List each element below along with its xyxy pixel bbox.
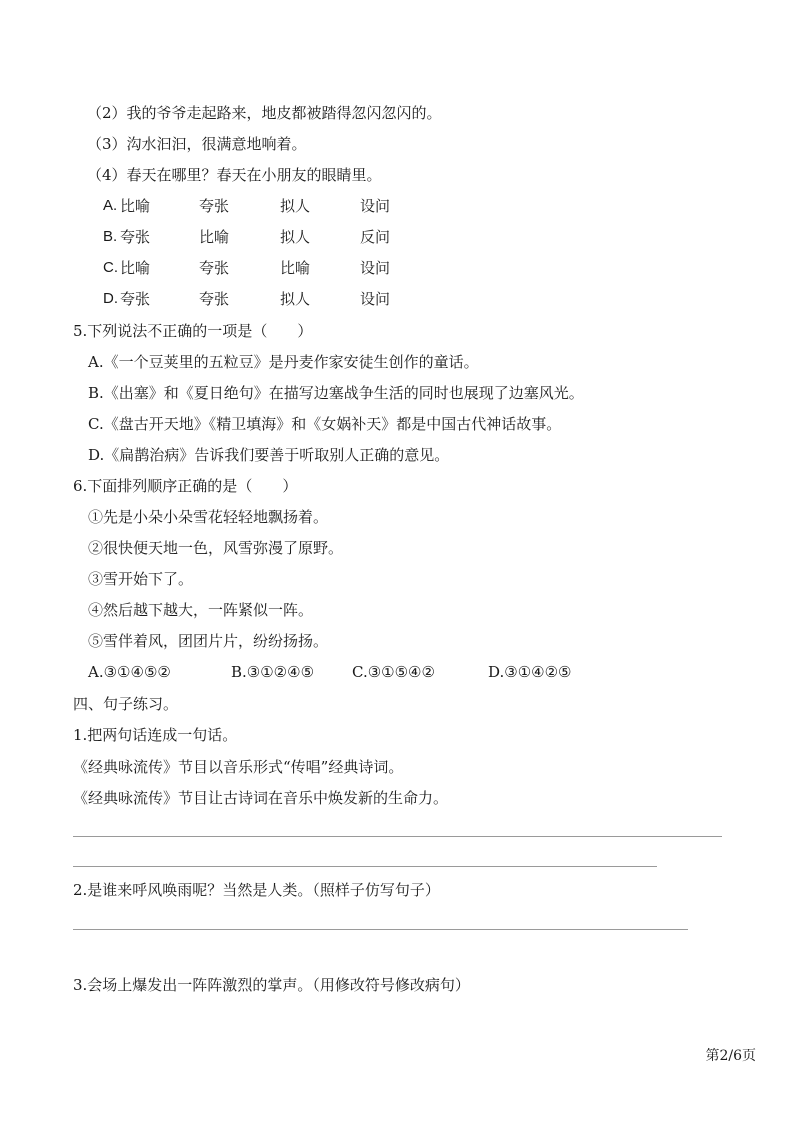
option-label: A. [103, 197, 118, 214]
q6-choice-a: A.③①④⑤② [88, 663, 171, 681]
q4-item-4: （4）春天在哪里？春天在小朋友的眼睛里。 [87, 166, 382, 184]
option-cell: 比喻 [280, 259, 311, 277]
q6-stem: 6.下面排列顺序正确的是（ ） [73, 477, 298, 495]
s4-q2-stem: 2.是谁来呼风唤雨呢？当然是人类。（照样子仿写句子） [73, 881, 440, 899]
option-cell: 反问 [360, 228, 391, 246]
option-label: C. [103, 259, 118, 276]
q6-choice-d: D.③①④②⑤ [488, 663, 572, 681]
q6-sentence-3: ③雪开始下了。 [88, 570, 194, 588]
option-cell: 比喻 [199, 228, 230, 246]
q6-sentence-2: ②很快便天地一色，风雪弥漫了原野。 [88, 539, 344, 557]
q5-stem: 5.下列说法不正确的一项是（ ） [73, 322, 313, 340]
option-cell: 设问 [360, 290, 391, 308]
answer-line[interactable] [73, 929, 688, 930]
option-cell: 夸张 [199, 259, 230, 277]
option-cell: 夸张 [120, 290, 151, 308]
answer-line[interactable] [73, 866, 657, 867]
option-label: D. [103, 290, 118, 307]
q6-sentence-5: ⑤雪伴着风，团团片片，纷纷扬扬。 [88, 632, 329, 650]
q6-sentence-4: ④然后越下越大，一阵紧似一阵。 [88, 601, 314, 619]
option-cell: 设问 [360, 197, 391, 215]
option-cell: 设问 [360, 259, 391, 277]
option-cell: 夸张 [199, 290, 230, 308]
s4-q3-stem: 3.会场上爆发出一阵阵激烈的掌声。（用修改符号修改病句） [73, 976, 470, 994]
option-cell: 比喻 [120, 197, 151, 215]
option-label: B. [103, 228, 118, 245]
q4-item-3: （3）沟水汩汩，很满意地响着。 [87, 135, 307, 153]
option-cell: 夸张 [120, 228, 151, 246]
s4-q1-stem: 1.把两句话连成一句话。 [73, 726, 238, 744]
s4-q1-line-2: 《经典咏流传》节目让古诗词在音乐中焕发新的生命力。 [73, 789, 449, 807]
q5-option-b: B.《出塞》和《夏日绝句》在描写边塞战争生活的同时也展现了边塞风光。 [88, 384, 584, 402]
q4-item-2: （2）我的爷爷走起路来，地皮都被踏得忽闪忽闪的。 [87, 104, 442, 122]
answer-line[interactable] [73, 836, 722, 837]
page-number: 第2/6页 [705, 1048, 756, 1064]
option-cell: 拟人 [280, 228, 311, 246]
q6-choice-c: C.③①⑤④② [352, 663, 435, 681]
option-cell: 比喻 [120, 259, 151, 277]
option-cell: 夸张 [199, 197, 230, 215]
q5-option-c: C.《盘古开天地》《精卫填海》和《女娲补天》都是中国古代神话故事。 [88, 415, 562, 433]
q6-choice-b: B.③①②④⑤ [231, 663, 315, 681]
option-cell: 拟人 [280, 290, 311, 308]
q6-sentence-1: ①先是小朵小朵雪花轻轻地飘扬着。 [88, 508, 329, 526]
s4-q1-line-1: 《经典咏流传》节目以音乐形式“传唱”经典诗词。 [73, 758, 404, 776]
section-title: 四、句子练习。 [73, 695, 179, 713]
q5-option-d: D.《扁鹊治病》告诉我们要善于听取别人正确的意见。 [88, 446, 450, 464]
option-cell: 拟人 [280, 197, 311, 215]
q5-option-a: A.《一个豆荚里的五粒豆》是丹麦作家安徒生创作的童话。 [88, 353, 479, 371]
